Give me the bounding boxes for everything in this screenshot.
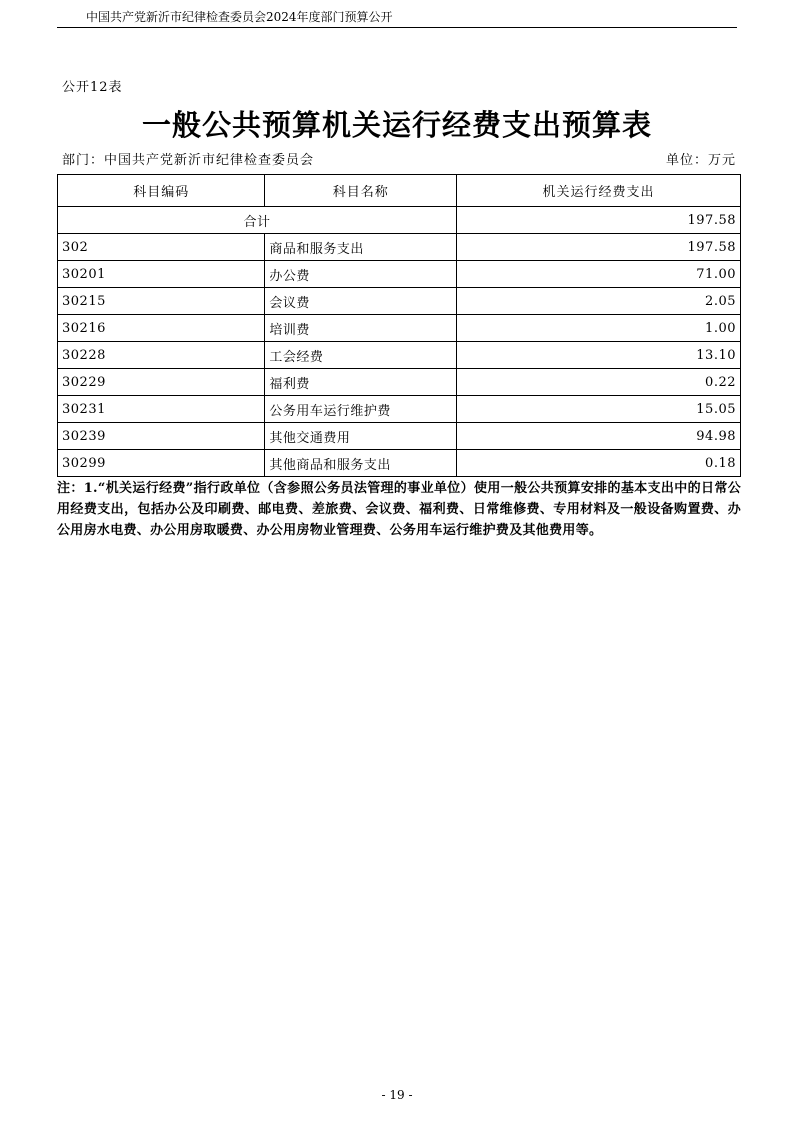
row-name: 工会经费	[265, 342, 457, 369]
row-amount: 2.05	[457, 288, 741, 315]
row-amount: 94.98	[457, 423, 741, 450]
row-code: 30231	[58, 396, 265, 423]
row-code: 30215	[58, 288, 265, 315]
row-code: 30201	[58, 261, 265, 288]
row-amount: 0.18	[457, 450, 741, 477]
table-row	[58, 234, 741, 261]
page-number: - 19 -	[381, 1088, 413, 1102]
table-number: 公开12表	[62, 80, 123, 95]
page-title: 一般公共预算机关运行经费支出预算表	[141, 108, 652, 142]
budget-table	[57, 174, 741, 477]
table-row	[58, 450, 741, 477]
row-code: 30299	[58, 450, 265, 477]
total-row	[58, 207, 741, 234]
row-amount: 15.05	[457, 396, 741, 423]
row-amount: 197.58	[457, 234, 741, 261]
row-code: 30229	[58, 369, 265, 396]
column-header-code: 科目编码	[58, 175, 265, 207]
row-code: 30239	[58, 423, 265, 450]
row-name: 其他商品和服务支出	[265, 450, 457, 477]
row-name: 培训费	[265, 315, 457, 342]
row-code: 302	[58, 234, 265, 261]
table-row	[58, 261, 741, 288]
department-label: 部门：中国共产党新沂市纪律检查委员会	[62, 153, 315, 168]
row-name: 福利费	[265, 369, 457, 396]
column-header-name: 科目名称	[265, 175, 457, 207]
running-header: 中国共产党新沂市纪律检查委员会2024年度部门预算公开	[86, 10, 393, 24]
row-amount: 13.10	[457, 342, 741, 369]
table-row	[58, 315, 741, 342]
header-divider	[57, 27, 737, 28]
row-name: 会议费	[265, 288, 457, 315]
row-name: 办公费	[265, 261, 457, 288]
table-header-row	[58, 175, 741, 207]
row-code: 30228	[58, 342, 265, 369]
table-row	[58, 369, 741, 396]
row-amount: 0.22	[457, 369, 741, 396]
row-name: 商品和服务支出	[265, 234, 457, 261]
row-amount: 71.00	[457, 261, 741, 288]
table-row	[58, 423, 741, 450]
table-row	[58, 342, 741, 369]
row-code: 30216	[58, 315, 265, 342]
total-label: 合计	[58, 207, 457, 234]
row-name: 公务用车运行维护费	[265, 396, 457, 423]
row-name: 其他交通费用	[265, 423, 457, 450]
table-row	[58, 288, 741, 315]
column-header-amount: 机关运行经费支出	[457, 175, 741, 207]
unit-label: 单位：万元	[665, 153, 736, 168]
table-row	[58, 396, 741, 423]
footnote: 注：1.“机关运行经费”指行政单位（含参照公务员法管理的事业单位）使用一般公共预算安排的基本支出中的日常公用经费支出，包括办公及印刷费、邮电费、差旅费、会议费、福利费、日常维修费、专用材料及一般设备购置费、办公用房水电费、办公用房取暖费、办公用房物业管理费、公务用车运行维护费及其他费用等。	[57, 481, 741, 538]
total-amount: 197.58	[457, 207, 741, 234]
row-amount: 1.00	[457, 315, 741, 342]
